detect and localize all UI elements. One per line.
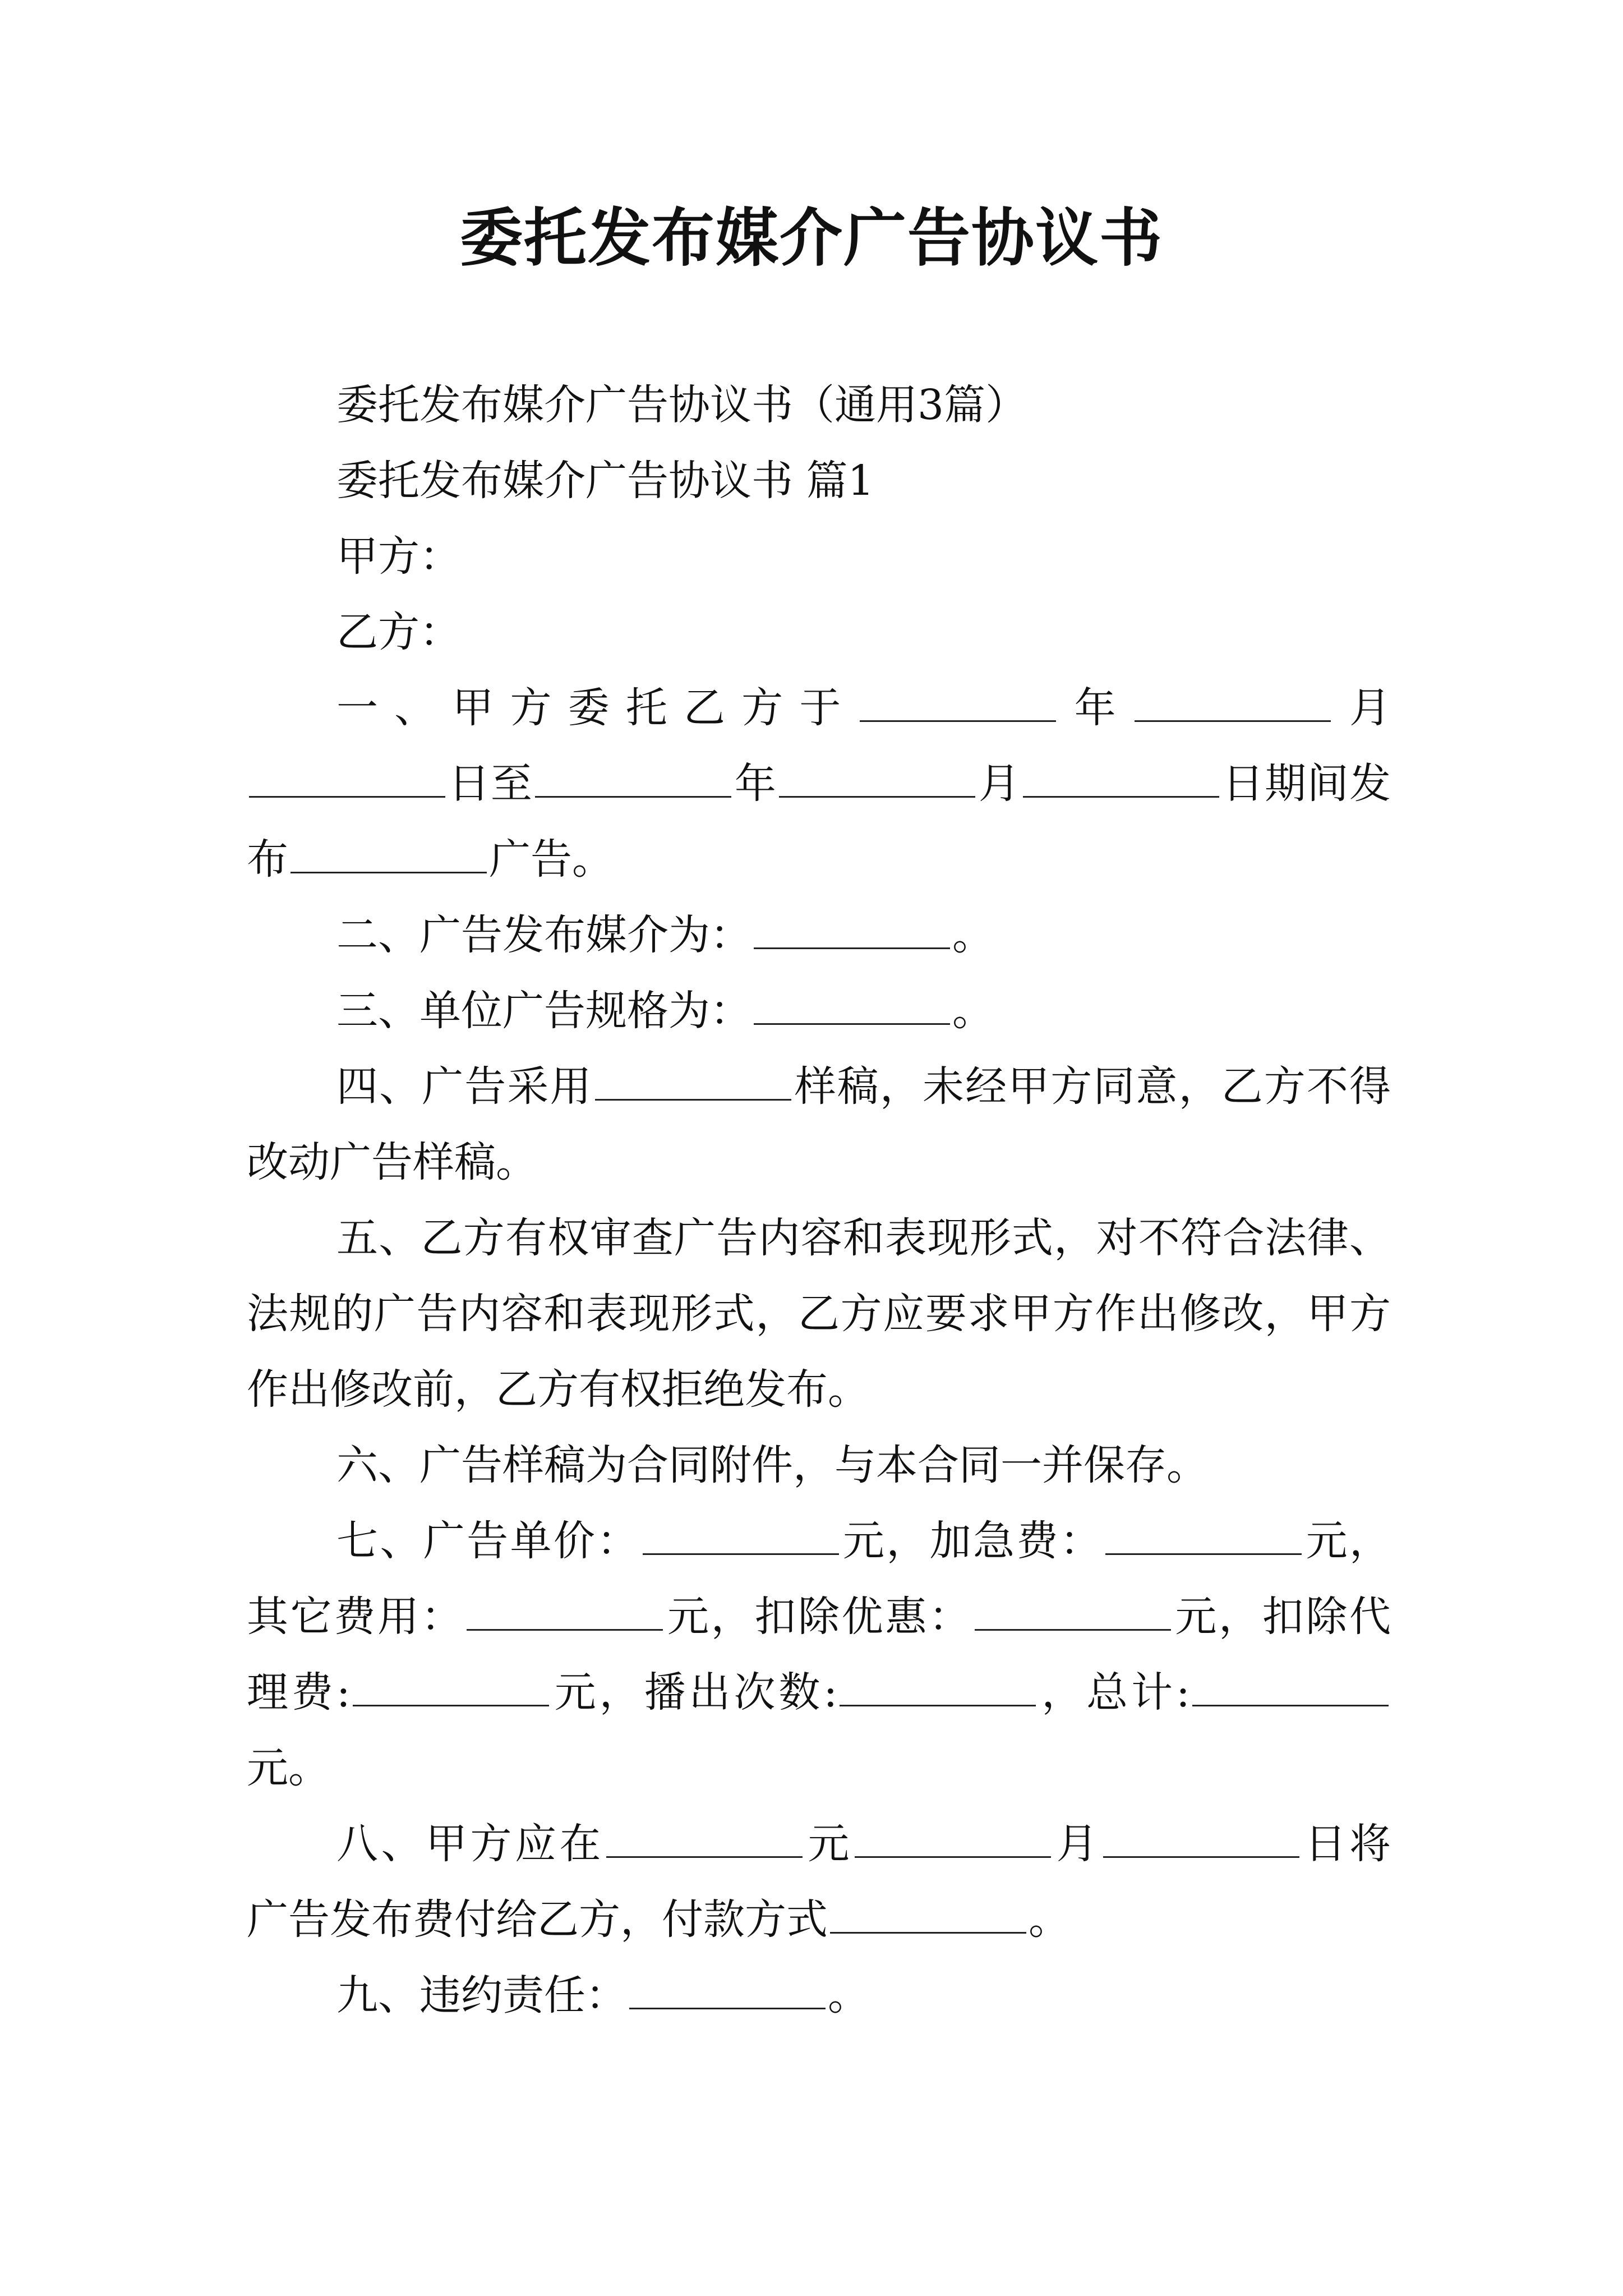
clause-2 [247, 898, 1391, 973]
blank-field [467, 1590, 663, 1631]
blank-field [249, 757, 445, 798]
clause-7-text: 元，其它费用： [247, 1517, 1391, 1641]
clause-3-text: 。 [952, 987, 994, 1035]
blank-field [779, 757, 975, 798]
blank-field [1103, 1817, 1299, 1858]
clause-8 [247, 1806, 1391, 1958]
document-subtitle: 委托发布媒介广告协议书（通用3篇） [336, 381, 1027, 429]
clause-1 [247, 670, 1391, 898]
clause-4-text: 样稿，未经甲方同意，乙方不得改动广告样稿。 [247, 1062, 1391, 1186]
blank-field [606, 1817, 803, 1858]
clause-2-text: 。 [952, 911, 994, 959]
clause-7 [247, 1503, 1391, 1806]
clause-7-text: 元，扣除优惠： [665, 1593, 972, 1641]
party-b-line: 乙方： [336, 608, 461, 656]
blank-field [643, 1514, 839, 1555]
clause-7-text: 元，播出次数: [551, 1668, 838, 1717]
document-title: 委托发布媒介广告协议书 [460, 201, 1163, 275]
blank-field [353, 1665, 549, 1706]
clause-8-text: 。 [1029, 1895, 1070, 1944]
clause-9-text: 九、违约责任： [336, 1971, 627, 2019]
clause-1-text: 日期间发布 [247, 760, 1391, 884]
clause-7-text: 七、广告单价： [336, 1517, 640, 1565]
blank-field [1135, 681, 1331, 722]
party-a-line: 甲方： [336, 532, 461, 581]
blank-field [860, 681, 1056, 722]
clause-5: 五、乙方有权审查广告内容和表现形式，对不符合法律、法规的广告内容和表现形式，乙方应要求甲方作出修改，甲方作出修改前，乙方有权拒绝发布。 [247, 1214, 1391, 1414]
clause-8-text: 月 [1053, 1820, 1101, 1868]
clause-7-text: 元。 [247, 1744, 330, 1792]
clause-8-text: 八、甲方应在 [336, 1820, 604, 1868]
clause-1-text: 广告。 [489, 835, 614, 884]
clause-1-text: 年 [734, 760, 777, 808]
clause-2-text: 二、广告发布媒介为： [336, 911, 751, 959]
clause-7-text: 元，扣除代理费: [247, 1593, 1391, 1717]
blank-field [595, 1060, 791, 1101]
blank-field [754, 908, 950, 949]
blank-field [840, 1665, 1036, 1706]
blank-field [535, 757, 731, 798]
clause-1-text: 一、甲方委托乙方于 [336, 684, 857, 732]
section-heading: 委托发布媒介广告协议书 篇1 [336, 457, 874, 505]
clause-1-text: 日至 [448, 760, 533, 808]
clause-3 [247, 973, 1391, 1049]
clause-9 [247, 1958, 1391, 2033]
blank-field [975, 1590, 1171, 1631]
clause-4 [247, 1049, 1391, 1200]
blank-field [291, 832, 487, 873]
clause-1-text: 月 [978, 760, 1021, 808]
clause-4-text: 四、广告采用 [336, 1062, 593, 1111]
clause-3-text: 三、单位广告规格为： [336, 987, 751, 1035]
clause-7-text: ，总计: [1038, 1668, 1190, 1717]
blank-field [830, 1893, 1026, 1934]
clause-1-text: 年 [1058, 684, 1132, 732]
clause-8-text: 元 [805, 1820, 852, 1868]
blank-field [629, 1968, 826, 2009]
blank-field [855, 1817, 1051, 1858]
blank-field [1192, 1665, 1389, 1706]
clause-1-text: 月 [1332, 684, 1391, 732]
clause-7-text: 元，加急费： [841, 1517, 1104, 1565]
blank-field [1105, 1514, 1302, 1555]
blank-field [754, 984, 950, 1025]
clause-9-text: 。 [828, 1971, 869, 2019]
document-body [247, 367, 1391, 2033]
clause-8-text: 日将广告发布费付给乙方，付款方式 [247, 1820, 1391, 1944]
clause-6: 六、广告样稿为合同附件，与本合同一并保存。 [336, 1441, 1208, 1489]
blank-field [1023, 757, 1219, 798]
